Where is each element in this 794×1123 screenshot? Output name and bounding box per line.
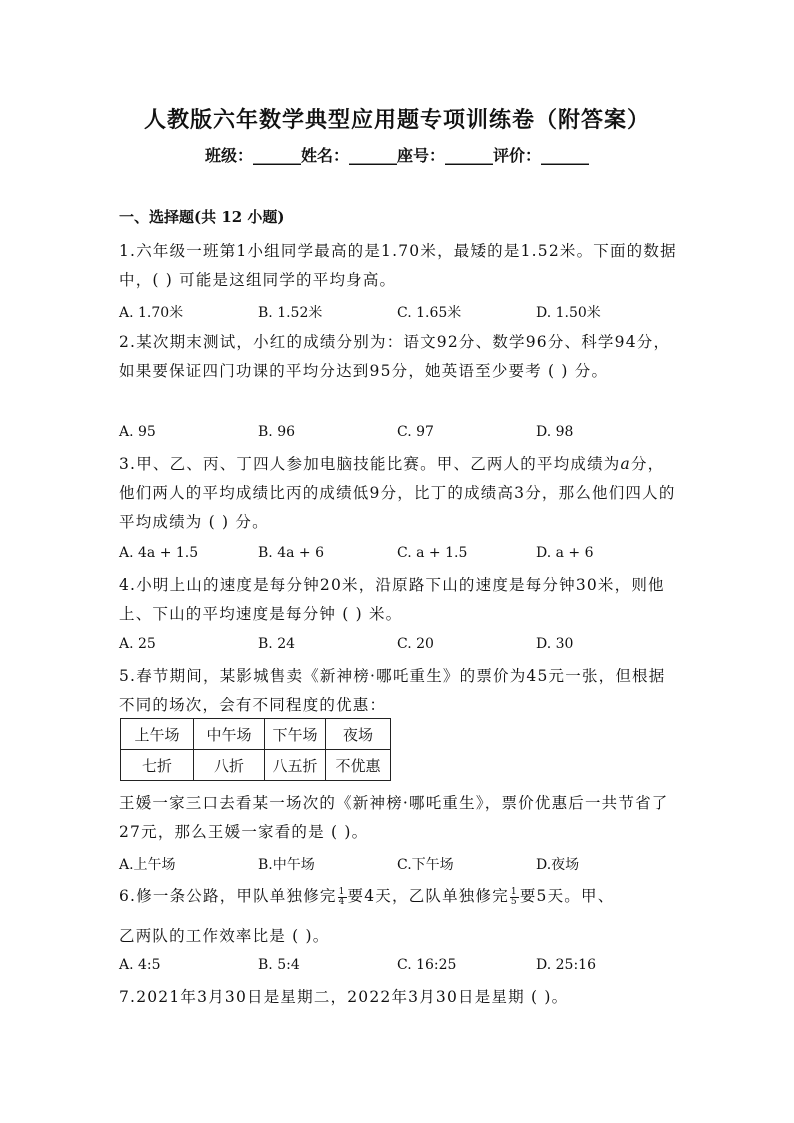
fraction-one-fifth: $\frac{1}{5}$: [510, 886, 518, 907]
question-4-options: [119, 636, 679, 660]
question-6-text: [119, 882, 679, 911]
question-6-part-3: 要5天。甲、: [519, 887, 615, 905]
option-a: A. 1.70米: [119, 305, 184, 321]
option-c: C. a + 1.5: [397, 545, 468, 561]
question-5-text: 5.春节期间，某影城售卖《新神榜·哪吒重生》的票价为45元一张，但根据不同的场次，会有不同程度的优惠：: [119, 667, 666, 714]
question-5-options: [119, 854, 679, 878]
option-d: D.夜场: [536, 857, 580, 873]
option-d: D. a + 6: [536, 545, 594, 561]
option-c: C. 16:25: [397, 957, 457, 973]
option-d: D. 25:16: [536, 957, 596, 973]
table-header-cell: 下午场: [265, 719, 326, 750]
option-a: A. 25: [119, 636, 156, 652]
option-c: C. 1.65米: [397, 305, 462, 321]
question-2-options: [119, 424, 679, 448]
option-b: B. 4a + 6: [258, 545, 324, 561]
table-cell: 八五折: [265, 750, 326, 781]
question-4-text: 4.小明上山的速度是每分钟20米，沿原路下山的速度是每分钟30米，则他上、下山的平均速度是每分钟 ( ) 米。: [119, 576, 665, 623]
option-d: D. 98: [536, 424, 574, 440]
question-6-options: [119, 957, 679, 981]
option-b: B. 24: [258, 636, 296, 652]
table-cell: 七折: [121, 750, 194, 781]
question-2-text: 2.某次期末测试，小红的成绩分别为：语文92分、数学96分、科学94分，如果要保证四门功课的平均分达到95分，她英语至少要考 ( ) 分。: [119, 333, 671, 380]
question-7-text: 7.2021年3月30日是星期二，2022年3月30日是星期 ( )。: [119, 988, 569, 1006]
option-c: C. 20: [397, 636, 434, 652]
option-a: A.上午场: [119, 857, 176, 873]
page-title: 人教版六年数学典型应用题专项训练卷（附答案）: [143, 107, 650, 133]
table-row: [121, 750, 391, 781]
question-3-text: [119, 450, 679, 537]
option-b: B.中午场: [258, 857, 315, 873]
table-cell: 不优惠: [326, 750, 391, 781]
question-3-variable: a: [620, 455, 631, 473]
option-c: C.下午场: [397, 857, 454, 873]
option-a: A. 4a + 1.5: [119, 545, 199, 561]
question-3-text-b: 分，他们两人的平均成绩比丙的成绩低9分，比丁的成绩高3分，那么他们四人的平均成绩为 ( ) 分。: [119, 455, 676, 531]
option-b: B. 1.52米: [258, 305, 323, 321]
table-row: [121, 719, 391, 750]
question-1-text: 1.六年级一班第1小组同学最高的是1.70米，最矮的是1.52米。下面的数据中，( ) 可能是这组同学的平均身高。: [119, 242, 677, 289]
option-d: D. 30: [536, 636, 574, 652]
question-6-part-1: 6.修一条公路，甲队单独修完: [119, 887, 337, 905]
option-d: D. 1.50米: [536, 305, 601, 321]
option-a: A. 4:5: [119, 957, 161, 973]
option-b: B. 96: [258, 424, 296, 440]
option-a: A. 95: [119, 424, 156, 440]
discount-table: [120, 718, 391, 781]
fraction-one-quarter: $\frac{1}{4}$: [338, 886, 346, 907]
option-b: B. 5:4: [258, 957, 300, 973]
option-c: C. 97: [397, 424, 434, 440]
table-header-cell: 中午场: [194, 719, 265, 750]
student-info-line: 班级：______姓名：______座号：______评价：______: [204, 146, 589, 165]
table-cell: 八折: [194, 750, 265, 781]
question-3-options: [119, 545, 679, 569]
section-title: 一、选择题(共 12 小题): [119, 208, 285, 226]
table-header-cell: 上午场: [121, 719, 194, 750]
question-3-text-a: 3.甲、乙、丙、丁四人参加电脑技能比赛。甲、乙两人的平均成绩为: [119, 455, 621, 473]
question-6-part-2: 要4天，乙队单独修完: [347, 887, 509, 905]
question-6-text-2: 乙两队的工作效率比是 ( )。: [119, 927, 330, 945]
table-header-cell: 夜场: [326, 719, 391, 750]
question-5-text-2: 王媛一家三口去看某一场次的《新神榜·哪吒重生》，票价优惠后一共节省了27元，那么王媛一家看的是 ( )。: [119, 794, 669, 841]
question-1-options: [119, 302, 679, 326]
